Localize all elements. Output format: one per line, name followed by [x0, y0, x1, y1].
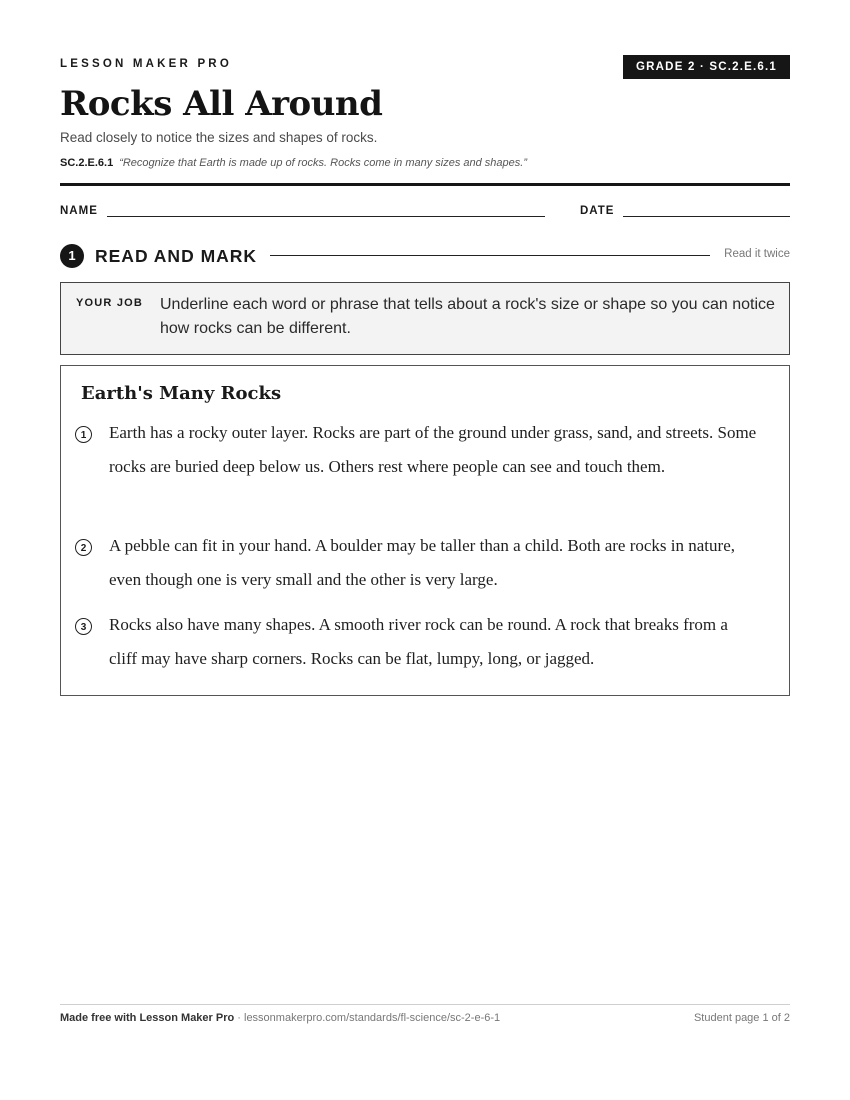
page-title: Rocks All Around: [60, 84, 383, 124]
passage-title: Earth's Many Rocks: [81, 383, 282, 404]
paragraph-text[interactable]: A pebble can fit in your hand. A boulder may be taller than a child. Both are rocks in nature, even though one is very small and the other is very large.: [109, 536, 735, 589]
date-label: DATE: [580, 205, 615, 217]
section-title: READ AND MARK: [95, 246, 258, 266]
paragraph-number: 1: [75, 426, 92, 443]
paragraph-number: 2: [75, 539, 92, 556]
paragraph-number: 3: [75, 618, 92, 635]
worksheet-page: [60, 0, 790, 1100]
grade-standard-badge: GRADE 2 · SC.2.E.6.1: [623, 55, 790, 79]
standard-line: [60, 157, 527, 169]
paragraph-text[interactable]: Rocks also have many shapes. A smooth river rock can be round. A rock that breaks from a cliff may have sharp corners. Rocks can be flat, lumpy, long, or jagged.: [109, 615, 728, 668]
page-subtitle: Read closely to notice the sizes and shapes of rocks.: [60, 130, 378, 145]
brand-name: LESSON MAKER PRO: [60, 58, 232, 70]
header-divider: [60, 183, 790, 186]
reading-passage: [60, 365, 790, 696]
name-field[interactable]: [107, 216, 545, 217]
your-job-box: [60, 282, 790, 355]
standard-text: “Recognize that Earth is made up of rocks. Rocks come in many sizes and shapes.”: [119, 157, 527, 169]
your-job-label: YOUR JOB: [76, 297, 144, 309]
section-number-badge: 1: [60, 244, 84, 268]
footer-url[interactable]: · lessonmakerpro.com/standards/fl-science/sc-2-e-6-1: [234, 1012, 501, 1024]
your-job-instructions: Underline each word or phrase that tells about a rock's size or shape so you can notice how rocks can be different.: [160, 296, 775, 337]
standard-code: SC.2.E.6.1: [60, 157, 114, 169]
footer-divider: [60, 1004, 790, 1005]
name-label: NAME: [60, 205, 98, 217]
date-field[interactable]: [623, 216, 790, 217]
section-note: Read it twice: [724, 248, 790, 260]
footer-made-with: Made free with Lesson Maker Pro: [60, 1012, 235, 1024]
footer-credit: [60, 1012, 500, 1024]
section-divider: [270, 255, 710, 256]
footer-page-number: Student page 1 of 2: [693, 1012, 790, 1024]
paragraph-text[interactable]: Earth has a rocky outer layer. Rocks are part of the ground under grass, sand, and streets. Some rocks are buried deep below us. Others rest where people can see and touch them.: [109, 423, 757, 476]
